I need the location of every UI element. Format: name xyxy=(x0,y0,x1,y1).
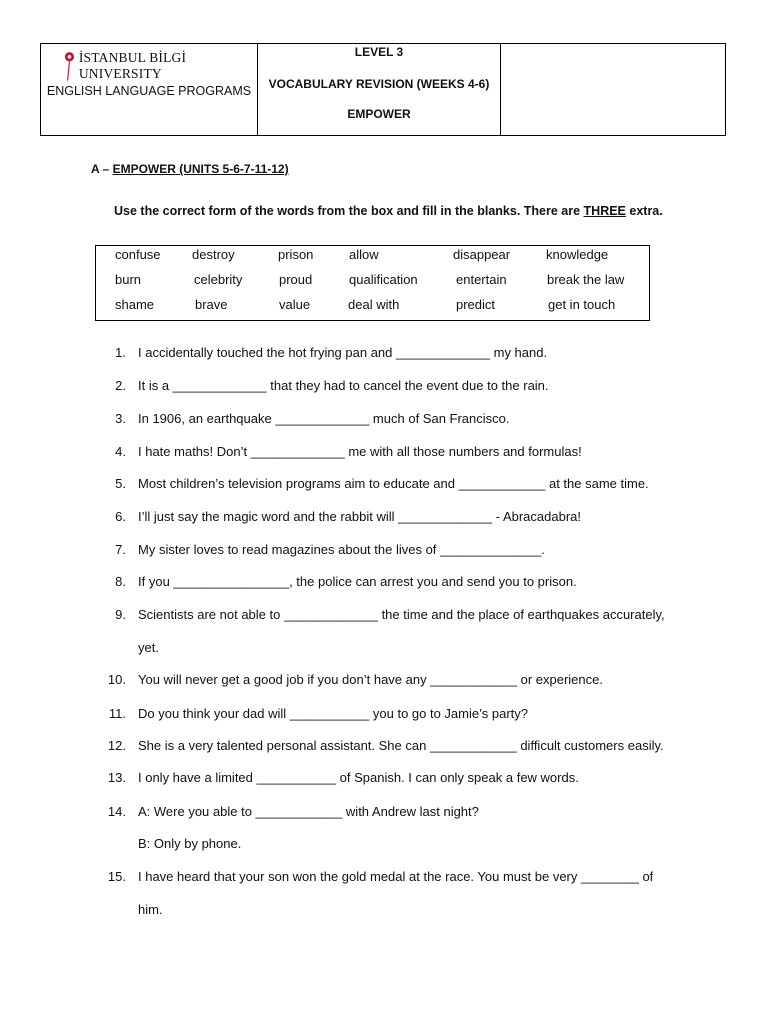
word-box-item: prison xyxy=(278,247,314,262)
word-box xyxy=(95,245,650,321)
word-box-item: deal with xyxy=(348,297,400,312)
question-number: 11. xyxy=(108,706,126,721)
question-text-continued: B: Only by phone. xyxy=(138,836,242,851)
question-text-continued: him. xyxy=(138,902,163,917)
word-box-item: brave xyxy=(195,297,228,312)
word-box-item: predict xyxy=(456,297,496,312)
instruction-emphasis: THREE xyxy=(583,204,626,218)
page-title: VOCABULARY REVISION (WEEKS 4-6) xyxy=(268,77,490,91)
instruction xyxy=(114,204,663,218)
word-box-item: confuse xyxy=(115,247,161,262)
question-number: 12. xyxy=(107,738,126,753)
question-number: 10. xyxy=(107,672,126,687)
question-number: 14. xyxy=(107,804,126,819)
question-text: Do you think your dad will ___________ you to go to Jamie’s party? xyxy=(138,706,529,721)
section-prefix: A – xyxy=(91,162,113,176)
question-text: I’ll just say the magic word and the rabbit will _____________ - Abracadabra! xyxy=(138,509,581,524)
question-text: I have heard that your son won the gold medal at the race. You must be very ________ of xyxy=(138,869,654,884)
question-number: 2. xyxy=(115,378,126,393)
level-label: LEVEL 3 xyxy=(354,45,404,59)
question-number: 9. xyxy=(115,607,126,622)
department-name: ENGLISH LANGUAGE PROGRAMS xyxy=(46,84,252,98)
word-box-item: break the law xyxy=(547,272,625,287)
question-number: 13. xyxy=(107,770,126,785)
header-mid-cell xyxy=(258,44,501,135)
word-box-item: get in touch xyxy=(548,297,616,312)
word-box-item: entertain xyxy=(456,272,507,287)
question-text-continued: yet. xyxy=(138,640,159,655)
question-number: 8. xyxy=(115,574,126,589)
university-name: İSTANBUL BİLGİ UNIVERSITY xyxy=(78,50,187,81)
question-text: In 1906, an earthquake _____________ much of San Francisco. xyxy=(138,411,510,426)
question-text: My sister loves to read magazines about the lives of ______________. xyxy=(138,542,545,557)
question-number: 4. xyxy=(115,444,126,459)
question-text: A: Were you able to ____________ with Andrew last night? xyxy=(138,804,479,819)
section-heading xyxy=(91,162,289,176)
word-box-item: destroy xyxy=(192,247,235,262)
word-box-item: qualification xyxy=(349,272,418,287)
question-text: It is a _____________ that they had to cancel the event due to the rain. xyxy=(138,378,549,393)
instruction-after: extra. xyxy=(625,204,663,218)
question-number: 7. xyxy=(115,542,126,557)
word-box-item: disappear xyxy=(453,247,511,262)
question-number: 5. xyxy=(115,476,126,491)
question-text: I accidentally touched the hot frying pan and _____________ my hand. xyxy=(138,345,548,360)
book-label: EMPOWER xyxy=(347,107,411,121)
question-number: 1. xyxy=(115,345,126,360)
word-box-item: proud xyxy=(279,272,313,287)
header-left-cell xyxy=(41,44,258,135)
question-text: I hate maths! Don’t _____________ me with all those numbers and formulas! xyxy=(138,444,582,459)
question-number: 6. xyxy=(115,509,126,524)
university-emblem-icon xyxy=(63,47,76,83)
word-box-item: allow xyxy=(349,247,379,262)
word-box-item: shame xyxy=(115,297,155,312)
word-box-item: celebrity xyxy=(194,272,243,287)
header-right-cell xyxy=(501,44,725,135)
word-box-item: burn xyxy=(115,272,142,287)
word-box-item: value xyxy=(279,297,311,312)
header-table xyxy=(40,43,726,136)
instruction-before: Use the correct form of the words from the box and fill in the blanks. There are xyxy=(114,204,584,218)
question-number: 15. xyxy=(107,869,126,884)
word-box-item: knowledge xyxy=(546,247,609,262)
question-text: She is a very talented personal assistant. She can ____________ difficult customers easily. xyxy=(138,738,664,753)
question-text: Scientists are not able to _____________ the time and the place of earthquakes accurately, xyxy=(138,607,665,622)
question-number: 3. xyxy=(115,411,126,426)
question-text: I only have a limited ___________ of Spanish. I can only speak a few words. xyxy=(138,770,579,785)
university-logo xyxy=(63,47,257,83)
section-title: EMPOWER (UNITS 5-6-7-11-12) xyxy=(112,162,289,176)
question-text: Most children’s television programs aim to educate and ____________ at the same time. xyxy=(138,476,649,491)
question-text: You will never get a good job if you don’t have any ____________ or experience. xyxy=(138,672,603,687)
question-text: If you ________________, the police can arrest you and send you to prison. xyxy=(138,574,577,589)
